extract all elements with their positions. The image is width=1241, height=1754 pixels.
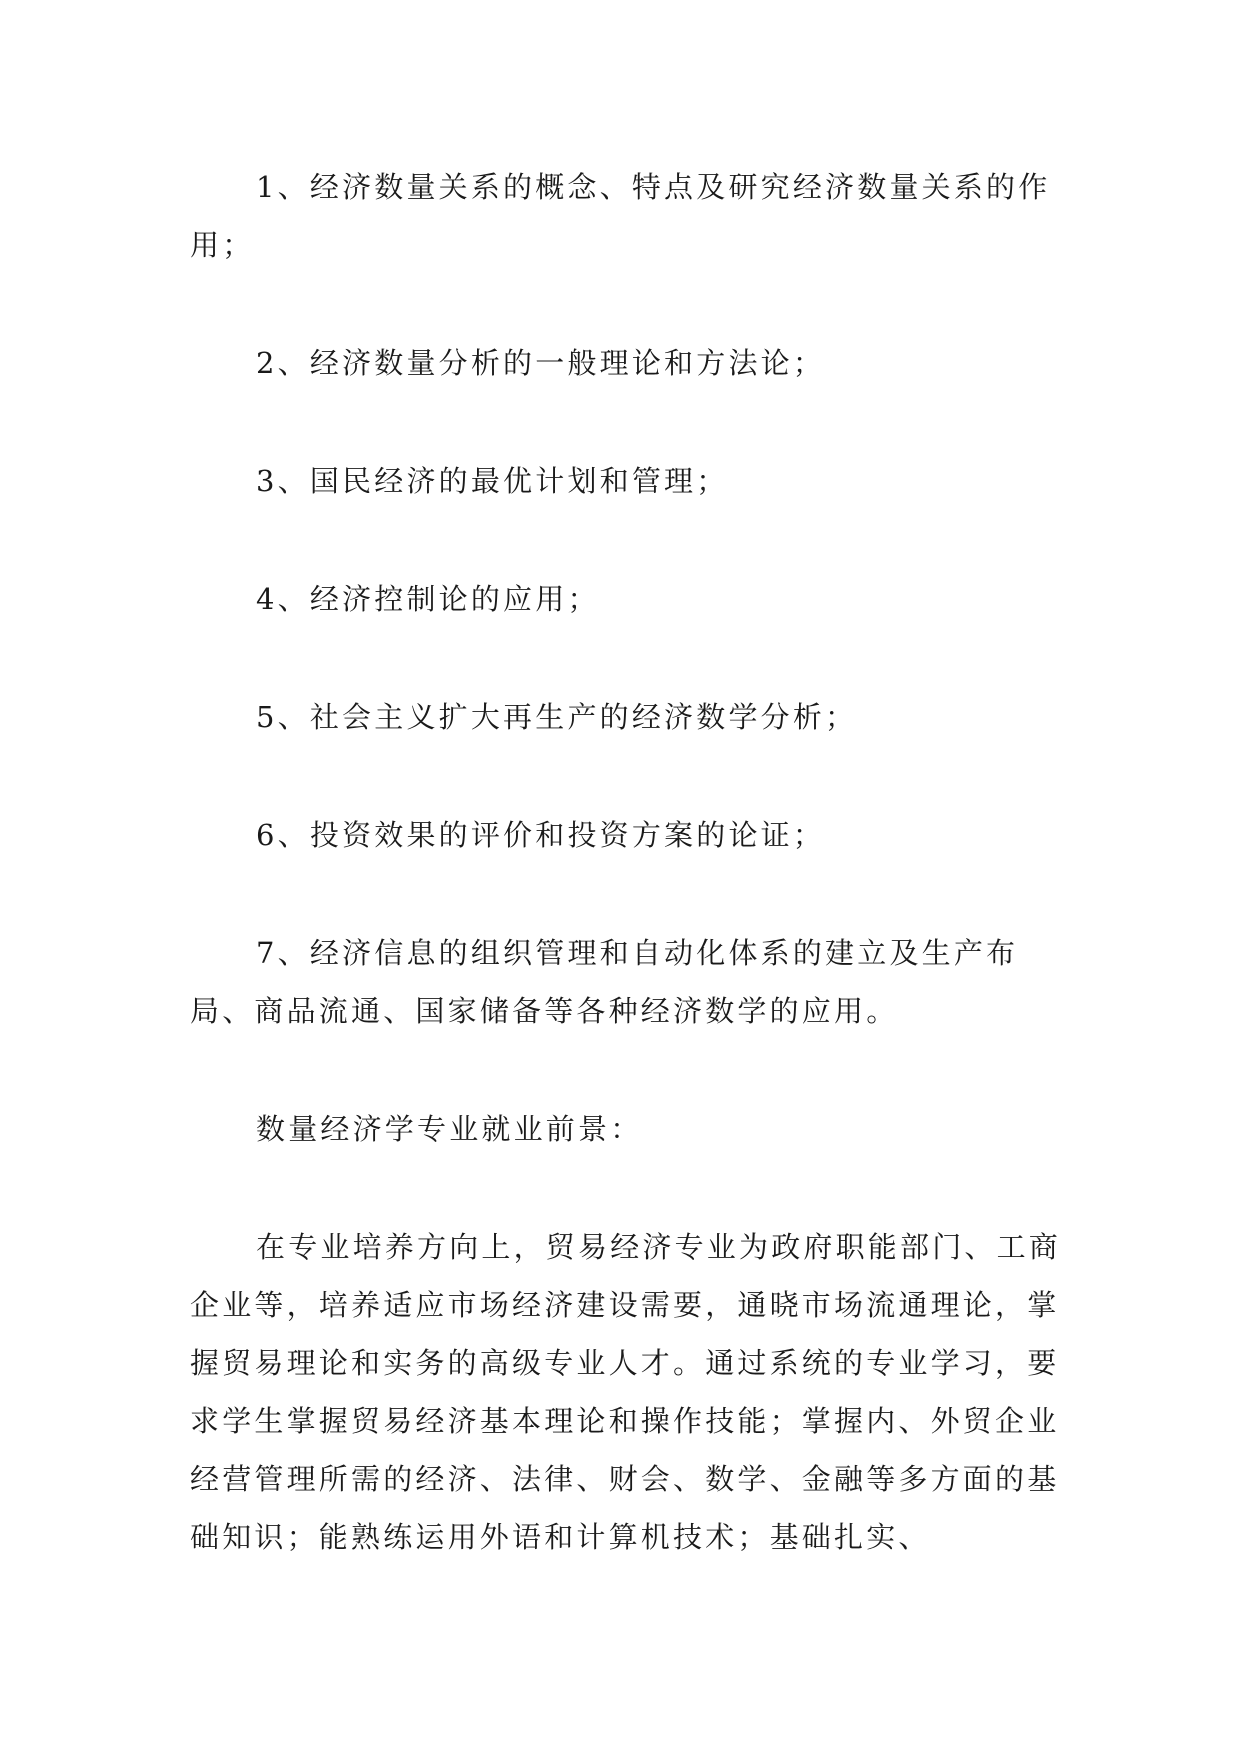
list-item-4: 4、经济控制论的应用； [256,582,600,616]
list-item-5: 5、社会主义扩大再生产的经济数学分析； [256,700,858,734]
section-heading: 数量经济学专业就业前景： [256,1112,643,1146]
list-item-2: 2、经济数量分析的一般理论和方法论； [256,346,826,380]
list-item-7: 7、经济信息的组织管理和自动化体系的建立及生产布局、商品流通、国家储备等各种经济数学的应用。 [190,936,1019,1028]
list-item-6: 6、投资效果的评价和投资方案的论证； [256,818,826,852]
body-paragraph: 在专业培养方向上，贸易经济专业为政府职能部门、工商企业等，培养适应市场经济建设需要，通晓市场流通理论，掌握贸易理论和实务的高级专业人才。通过系统的专业学习，要求学生掌握贸易经济基本理论和操作技能；掌握内、外贸企业经营管理所需的经济、法律、财会、数学、金融等多方面的基础知识；能熟练运用外语和计算机技术；基础扎实、 [190,1230,1062,1554]
list-item-1: 1、经济数量关系的概念、特点及研究经济数量关系的作用； [190,170,1051,262]
list-item-3: 3、国民经济的最优计划和管理； [256,464,729,498]
